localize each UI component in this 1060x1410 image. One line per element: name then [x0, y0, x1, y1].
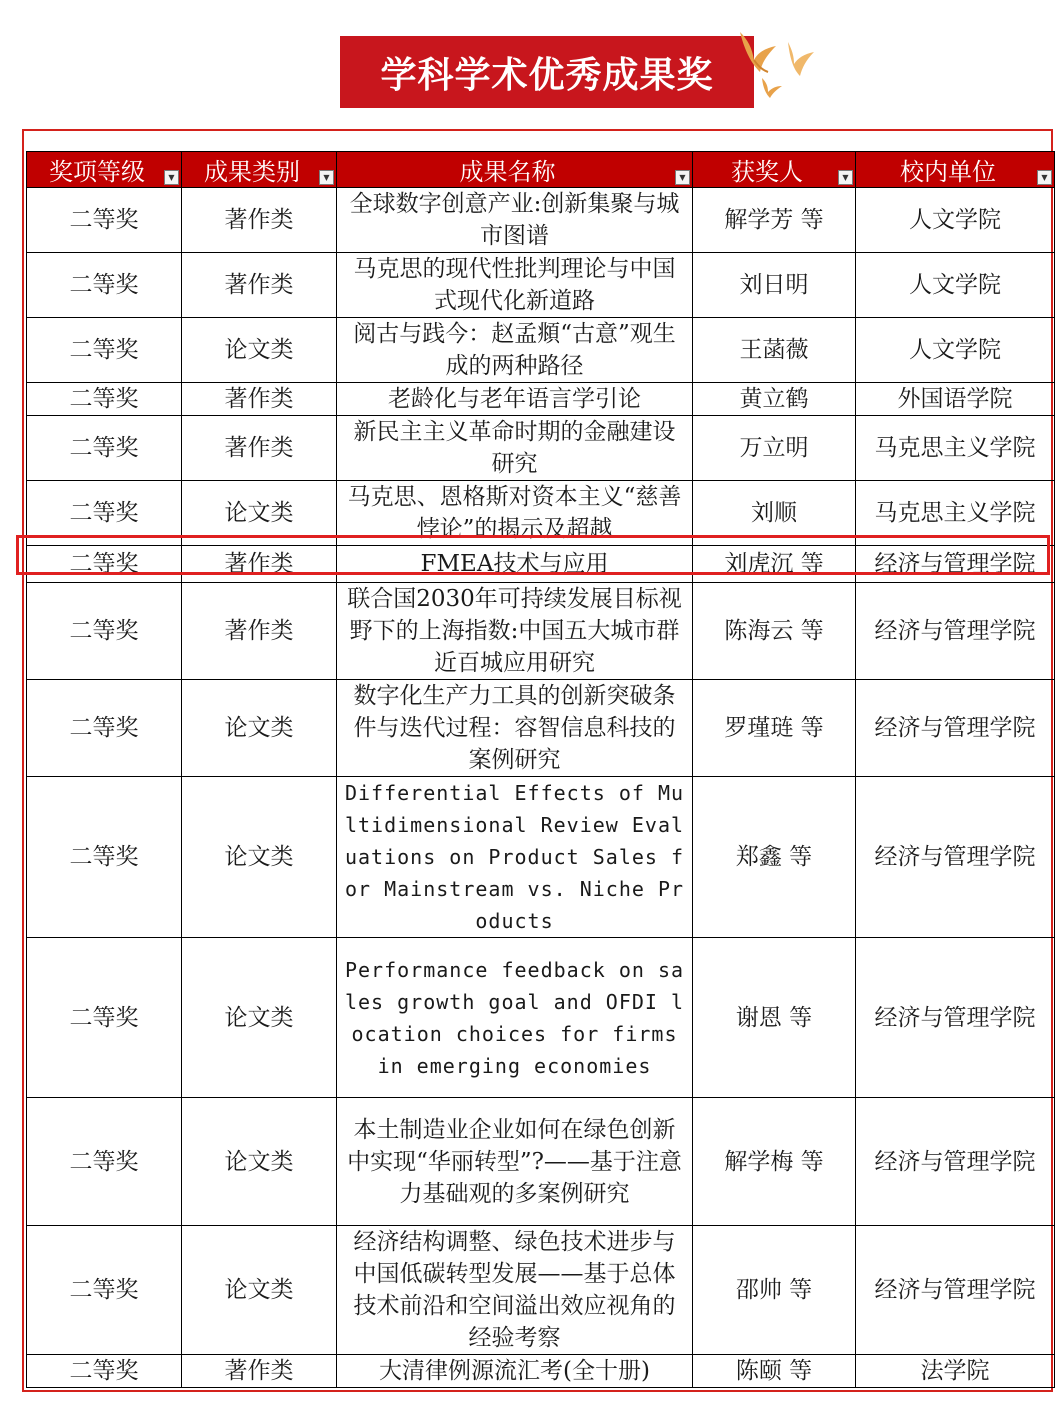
awards-table: [26, 151, 1055, 1388]
table-row: [27, 1355, 1055, 1388]
table-row: [27, 253, 1055, 318]
award-level-cell: 二等奖: [27, 1355, 182, 1388]
filter-dropdown-icon[interactable]: ▼: [838, 170, 853, 185]
category-cell: 论文类: [182, 680, 337, 777]
table-row: [27, 188, 1055, 253]
category-cell: 论文类: [182, 481, 337, 546]
filter-dropdown-icon[interactable]: ▼: [675, 170, 690, 185]
unit-cell: 人文学院: [856, 318, 1055, 383]
award-level-cell: 二等奖: [27, 583, 182, 680]
name-cell: 本土制造业企业如何在绿色创新中实现“华丽转型”?——基于注意力基础观的多案例研究: [337, 1098, 693, 1226]
name-cell: 马克思的现代性批判理论与中国式现代化新道路: [337, 253, 693, 318]
unit-cell: 经济与管理学院: [856, 546, 1055, 583]
category-cell: 著作类: [182, 253, 337, 318]
awardee-cell: 罗瑾琏 等: [693, 680, 856, 777]
awardee-cell: 王菡薇: [693, 318, 856, 383]
award-level-cell: 二等奖: [27, 546, 182, 583]
award-level-cell: 二等奖: [27, 938, 182, 1098]
unit-cell: 马克思主义学院: [856, 481, 1055, 546]
table-header-row: [27, 152, 1055, 188]
header-label: 成果名称: [459, 158, 556, 186]
award-level-cell: 二等奖: [27, 481, 182, 546]
unit-cell: 外国语学院: [856, 383, 1055, 416]
header-awardee: [693, 152, 856, 188]
name-cell: 阅古与践今：赵孟頫“古意”观生成的两种路径: [337, 318, 693, 383]
table-row: [27, 481, 1055, 546]
category-cell: 论文类: [182, 1098, 337, 1226]
category-cell: 论文类: [182, 1226, 337, 1355]
award-level-cell: 二等奖: [27, 416, 182, 481]
filter-dropdown-icon[interactable]: ▼: [319, 170, 334, 185]
filter-dropdown-icon[interactable]: ▼: [164, 170, 179, 185]
unit-cell: 经济与管理学院: [856, 1226, 1055, 1355]
table-row: [27, 938, 1055, 1098]
filter-dropdown-icon[interactable]: ▼: [1037, 170, 1052, 185]
name-cell: 大清律例源流汇考(全十册): [337, 1355, 693, 1388]
header-name: [337, 152, 693, 188]
category-cell: 著作类: [182, 546, 337, 583]
award-level-cell: 二等奖: [27, 680, 182, 777]
table-row: [27, 777, 1055, 938]
unit-cell: 经济与管理学院: [856, 1098, 1055, 1226]
award-level-cell: 二等奖: [27, 777, 182, 938]
name-cell: 全球数字创意产业:创新集聚与城市图谱: [337, 188, 693, 253]
unit-cell: 马克思主义学院: [856, 416, 1055, 481]
unit-cell: 经济与管理学院: [856, 777, 1055, 938]
category-cell: 著作类: [182, 416, 337, 481]
name-cell: Differential Effects of Multidimensional Review Evaluations on Product Sales for Mainstream vs. Niche Products: [337, 777, 693, 938]
name-cell: 老龄化与老年语言学引论: [337, 383, 693, 416]
award-level-cell: 二等奖: [27, 1098, 182, 1226]
name-cell: FMEA技术与应用: [337, 546, 693, 583]
awardee-cell: 谢恩 等: [693, 938, 856, 1098]
category-cell: 著作类: [182, 583, 337, 680]
header-label: 成果类别: [204, 158, 300, 186]
table-row: [27, 583, 1055, 680]
table-row: [27, 383, 1055, 416]
awardee-cell: 刘虎沉 等: [693, 546, 856, 583]
name-cell: 新民主主义革命时期的金融建设研究: [337, 416, 693, 481]
header-label: 获奖人: [731, 158, 803, 186]
page-title-banner: [340, 36, 754, 108]
category-cell: 著作类: [182, 188, 337, 253]
flying-birds-icon: [732, 26, 822, 100]
awardee-cell: 陈颐 等: [693, 1355, 856, 1388]
category-cell: 论文类: [182, 777, 337, 938]
table-row: [27, 318, 1055, 383]
name-cell: 数字化生产力工具的创新突破条件与迭代过程：容智信息科技的案例研究: [337, 680, 693, 777]
awardee-cell: 解学梅 等: [693, 1098, 856, 1226]
award-level-cell: 二等奖: [27, 383, 182, 416]
header-label: 校内单位: [900, 158, 996, 186]
name-cell: 经济结构调整、绿色技术进步与中国低碳转型发展——基于总体技术前沿和空间溢出效应视角的经验考察: [337, 1226, 693, 1355]
unit-cell: 经济与管理学院: [856, 680, 1055, 777]
table-row: [27, 416, 1055, 481]
category-cell: 著作类: [182, 1355, 337, 1388]
awardee-cell: 万立明: [693, 416, 856, 481]
category-cell: 论文类: [182, 318, 337, 383]
header-unit: [856, 152, 1055, 188]
name-cell: 马克思、恩格斯对资本主义“慈善悖论”的揭示及超越: [337, 481, 693, 546]
unit-cell: 法学院: [856, 1355, 1055, 1388]
awardee-cell: 刘日明: [693, 253, 856, 318]
header-award-level: [27, 152, 182, 188]
awardee-cell: 黄立鹤: [693, 383, 856, 416]
unit-cell: 经济与管理学院: [856, 938, 1055, 1098]
header-label: 奖项等级: [49, 158, 145, 186]
award-level-cell: 二等奖: [27, 1226, 182, 1355]
awardee-cell: 郑鑫 等: [693, 777, 856, 938]
table-row: [27, 680, 1055, 777]
name-cell: Performance feedback on sales growth goal and OFDI location choices for firms in emerging economies: [337, 938, 693, 1098]
table-row: [27, 1226, 1055, 1355]
header-category: [182, 152, 337, 188]
category-cell: 论文类: [182, 938, 337, 1098]
awardee-cell: 刘顺: [693, 481, 856, 546]
name-cell: 联合国2030年可持续发展目标视野下的上海指数:中国五大城市群近百城应用研究: [337, 583, 693, 680]
awardee-cell: 解学芳 等: [693, 188, 856, 253]
unit-cell: 经济与管理学院: [856, 583, 1055, 680]
category-cell: 著作类: [182, 383, 337, 416]
table-row: [27, 1098, 1055, 1226]
table-row: [27, 546, 1055, 583]
award-level-cell: 二等奖: [27, 188, 182, 253]
page-title: 学科学术优秀成果奖: [380, 54, 714, 96]
awardee-cell: 陈海云 等: [693, 583, 856, 680]
awardee-cell: 邵帅 等: [693, 1226, 856, 1355]
unit-cell: 人文学院: [856, 253, 1055, 318]
award-level-cell: 二等奖: [27, 253, 182, 318]
unit-cell: 人文学院: [856, 188, 1055, 253]
award-level-cell: 二等奖: [27, 318, 182, 383]
